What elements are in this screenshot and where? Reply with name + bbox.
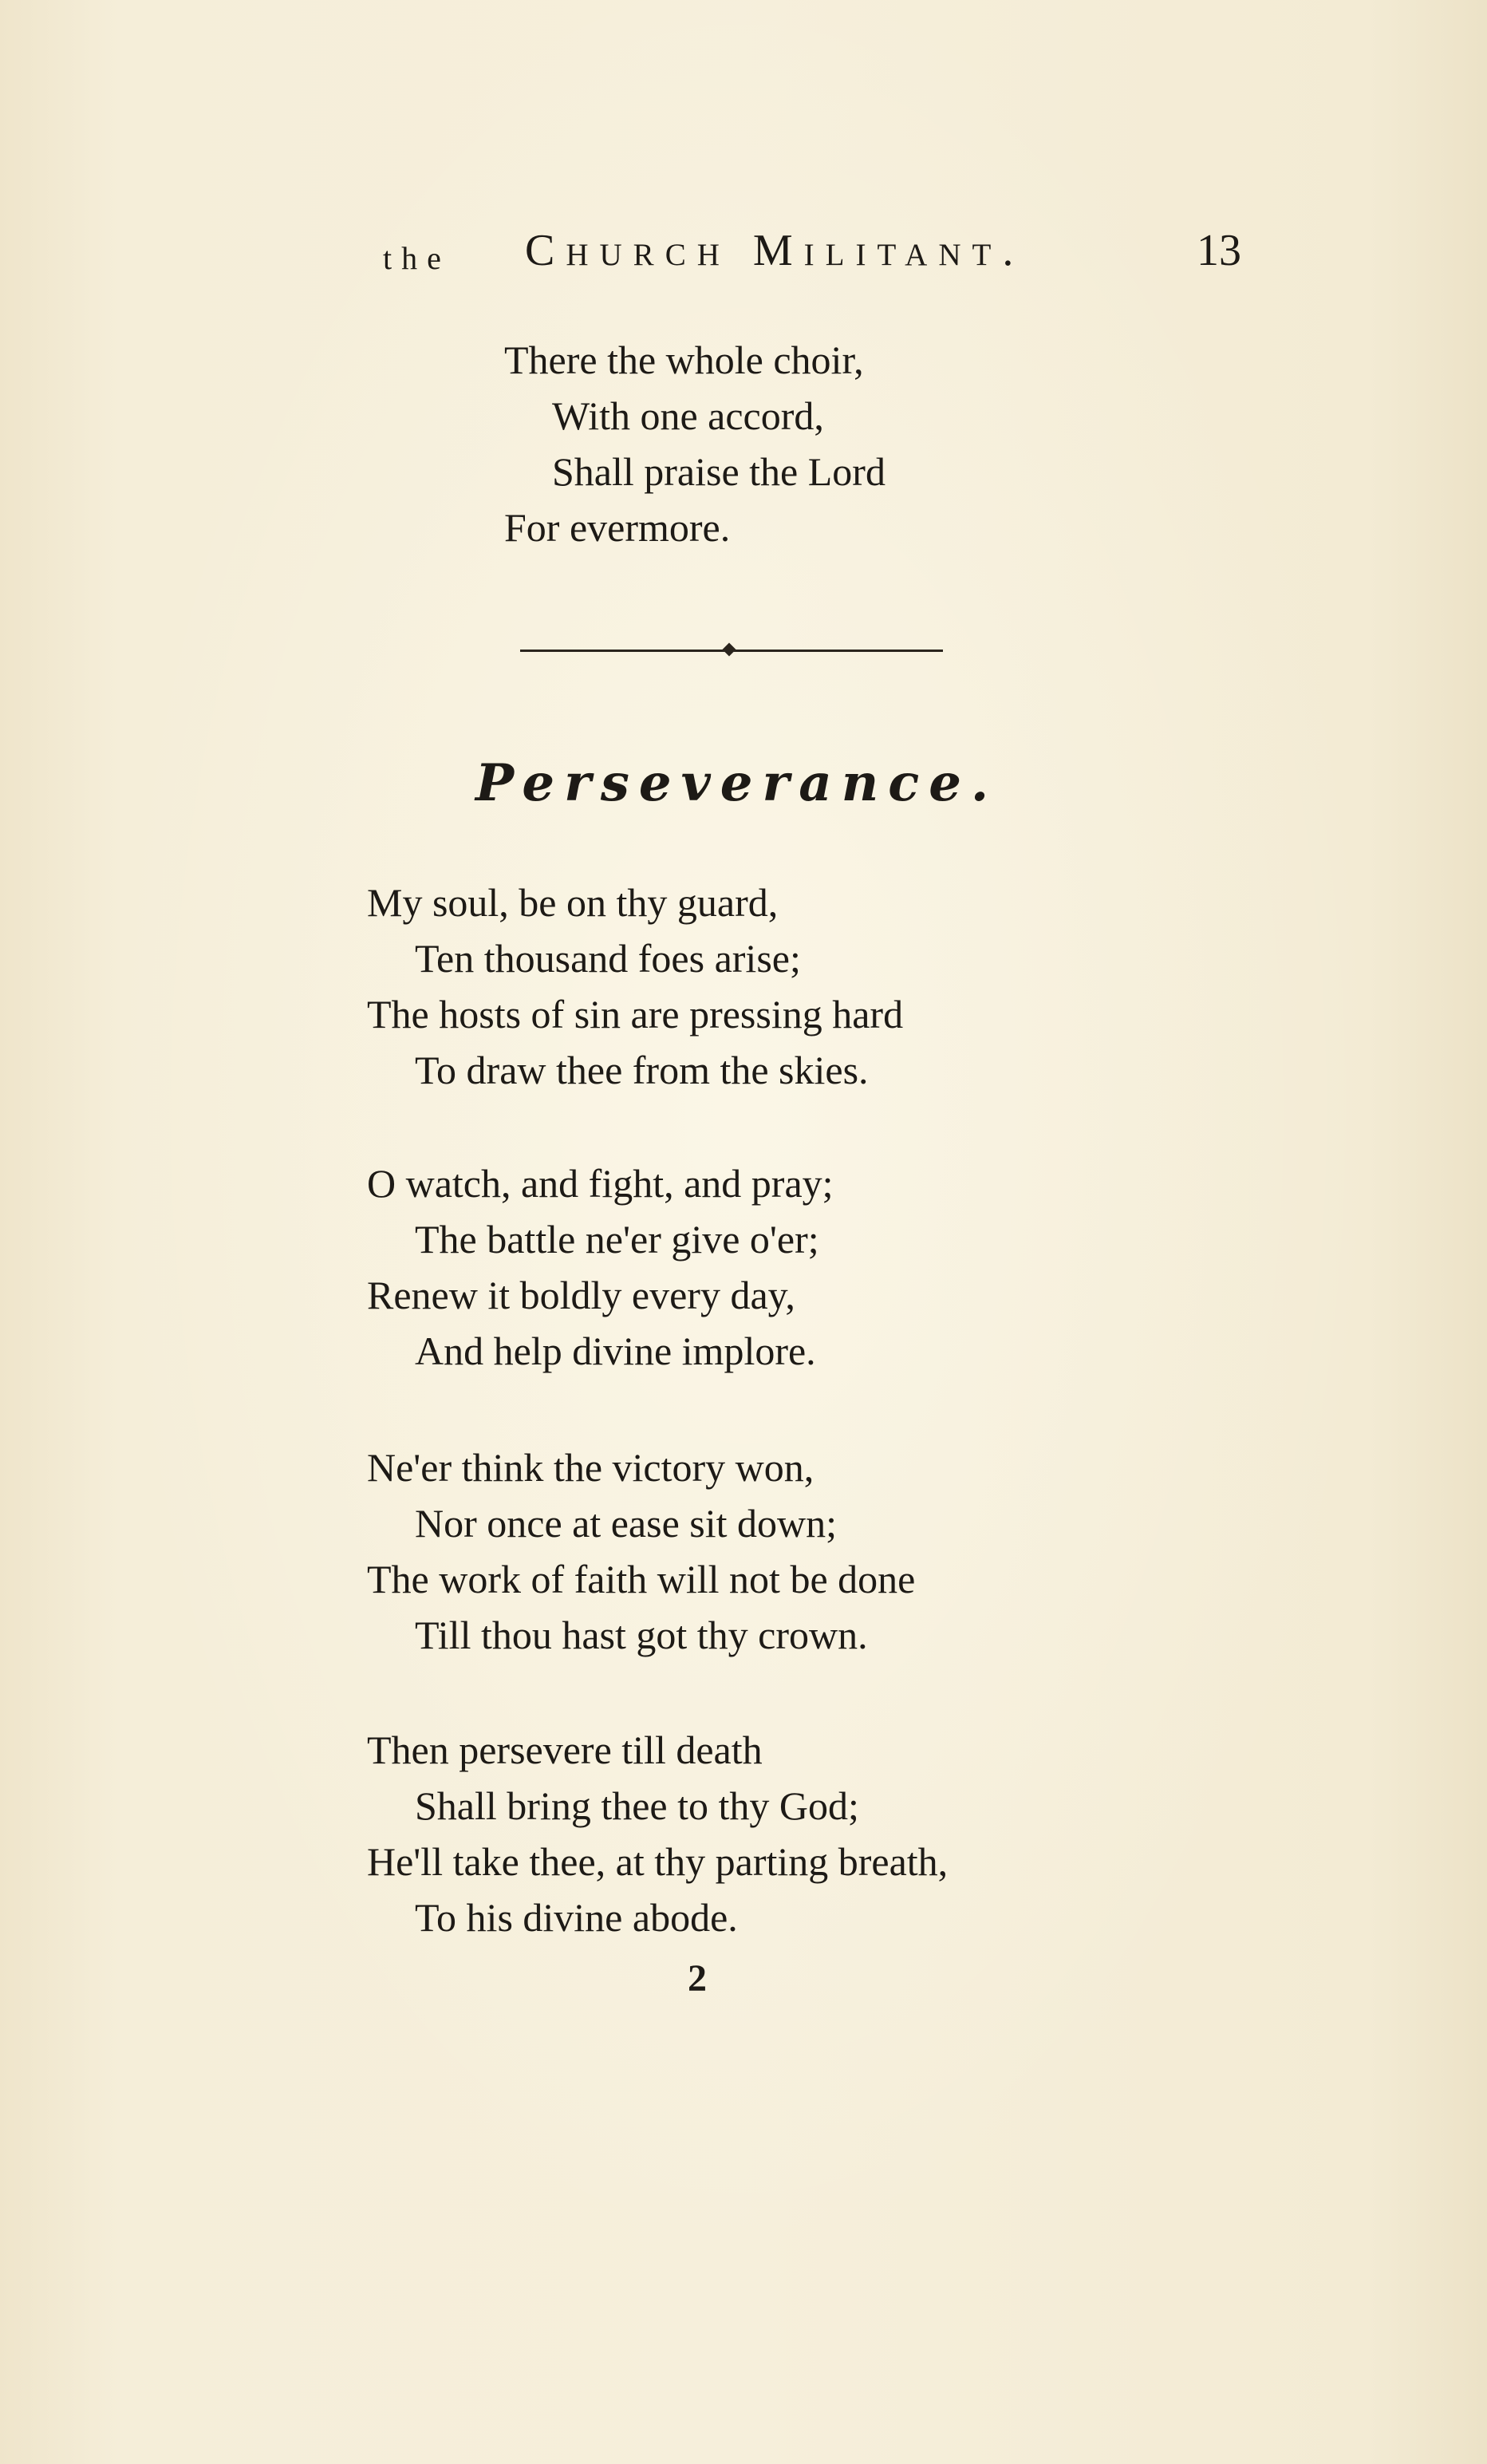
stanza: [367, 1155, 834, 1379]
verse-line: Renew it boldly every day,: [367, 1273, 795, 1317]
verse-line: The work of faith will not be done: [367, 1557, 916, 1601]
verse-line: Then persevere till death: [367, 1728, 763, 1772]
verse-line: For evermore.: [504, 505, 731, 550]
verse-line: He'll take thee, at thy parting breath,: [367, 1839, 949, 1884]
running-head-prefix: the: [383, 240, 451, 276]
verse-line: O watch, and fight, and pray;: [367, 1161, 834, 1206]
stanza: [367, 1722, 948, 1945]
stanza: [367, 1439, 915, 1663]
verse-line: Ten thousand foes arise;: [415, 936, 801, 981]
section-divider: [520, 650, 943, 653]
running-head-title: Church Militant.: [525, 226, 1025, 275]
verse-line: My soul, be on thy guard,: [367, 880, 779, 925]
stanza: [367, 875, 903, 1098]
signature-mark: 2: [688, 1957, 707, 2000]
verse-line: Nor once at ease sit down;: [415, 1501, 838, 1546]
verse-line: There the whole choir,: [504, 338, 864, 382]
verse-line: Ne'er think the victory won,: [367, 1445, 814, 1490]
verse-line: Till thou hast got thy crown.: [415, 1613, 868, 1657]
page-number: 13: [1197, 226, 1241, 275]
verse-line: The hosts of sin are pressing hard: [367, 992, 904, 1037]
verse-line: Shall praise the Lord: [552, 449, 885, 494]
running-head: [375, 225, 1252, 281]
verse-line: Shall bring thee to thy God;: [415, 1783, 859, 1828]
verse-line: With one accord,: [552, 393, 824, 438]
divider-ornament-icon: [723, 643, 736, 657]
verse-line: To draw thee from the skies.: [415, 1048, 869, 1092]
verse-line: To his divine abode.: [415, 1895, 738, 1940]
continued-stanza: [504, 332, 885, 555]
verse-line: And help divine implore.: [415, 1329, 816, 1373]
poem-title: Perseverance.: [475, 753, 999, 813]
verse-line: The battle ne'er give o'er;: [415, 1217, 819, 1262]
